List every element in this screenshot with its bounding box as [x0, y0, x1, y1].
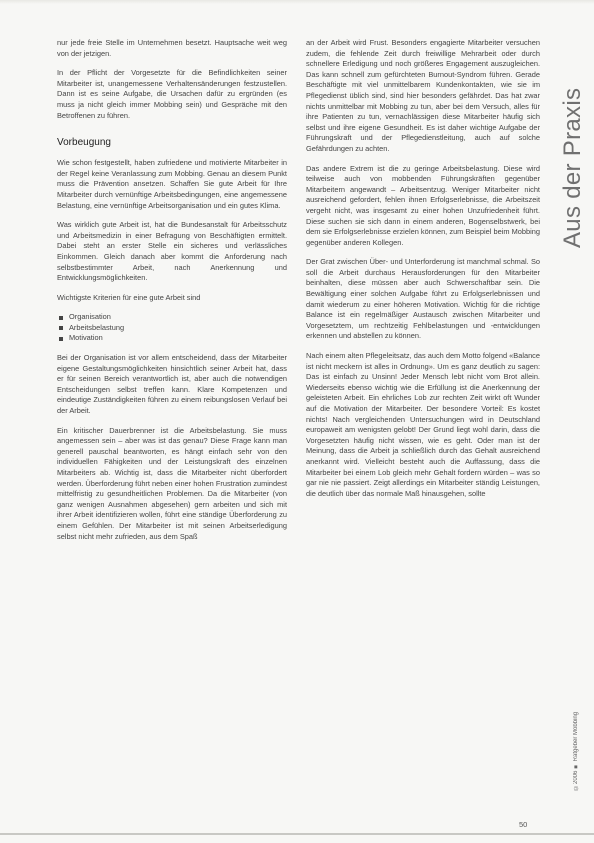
page-number: 50: [519, 820, 528, 829]
list-item: Motivation: [57, 333, 287, 344]
criteria-list: [57, 312, 287, 344]
right-paragraph-1: an der Arbeit wird Frust. Besonders engagierte Mitarbeiter versuchen zudem, die fehlende Zeit durch freiwillige Mehrarbeit oder durch schnellere Erledigung und noch größeres Engagement auszugleichen. Das kann schnell zum gefürchteten Burnout-Syndrom führen. Gerade Beschäftigte mit viel unmittelbarem Kundenkontakten, wie sie im Pflegedienst üblich sind, sind hier besonders gefährdet. Das hat zwar nichts unmittelbar mit Mobbing zu tun, aber bei dem Versuch, alles für ihre Patienten zu tun, vernachlässigen diese Mitarbeiter häufig sich selbst und ihre eigene Gesundheit. Es ist daher wichtige Aufgabe der Führungskraft und der Pflegedienstleitung, auch auf solche Gefährdungen zu achten.: [306, 38, 540, 153]
right-paragraph-3: Der Grat zwischen Über- und Unterforderung ist manchmal schmal. So soll die Arbeit durchaus Herausforderungen für den Mitarbeiter beinhalten, diese müssen aber auch Schwerschaftbar sein. Die Bewältigung einer solchen Aufgabe führt zu Erfolgserlebnissen und damit wiederum zu einer höheren Motivation. Wichtig für die richtige Balance ist ein regelmäßiger Austausch zwischen Mitarbeiter und Vorgesetztem, um rechtzeitig Fehlbelastungen und -entwicklungen erkennen und abstellen zu können.: [306, 257, 540, 341]
left-paragraph-6: Bei der Organisation ist vor allem entscheidend, dass der Mitarbeiter eigene Gestaltungsmöglichkeiten hinsichtlich seiner Arbeit hat, dass er für seinen Bereich verantwortlich ist, aber auch die notwendigen Entscheidungen selbst treffen kann. Klare Kompetenzen und eindeutige Zuständigkeiten führen zu einem reibungslosen Verlauf bei der Arbeit.: [57, 353, 287, 416]
left-paragraph-1: nur jede freie Stelle im Unternehmen besetzt. Hauptsache weit weg von der jetzigen.: [57, 38, 287, 58]
left-column: [57, 38, 287, 551]
left-paragraph-3: Wie schon festgestellt, haben zufriedene und motivierte Mitarbeiter in der Regel keine Veranlassung zum Mobbing. Genau an diesem Punkt muss die Prävention ansetzen. Schaffen Sie gute Arbeit für Ihre Mitarbeiter durch vernünftige Arbeitsbedingungen, eine angemessene Belastung, eine vernünftige Arbeitsorganisation und ein gutes Klima.: [57, 158, 287, 210]
right-column: [306, 38, 540, 508]
left-paragraph-7: Ein kritischer Dauerbrenner ist die Arbeitsbelastung. Sie muss angemessen sein – aber was ist das genau? Diese Frage kann man generell pauschal beantworten, es hängt einfach sehr von den individuellen Fähigkeiten und der Leistungskraft des einzelnen Mitarbeiters ab. Wichtig ist, dass die Mitarbeiter nicht überfordert werden. Überforderung führt neben einer hohen Frustration zumindest mittelfristig zu gesundheitlichen Problemen. Da die Mitarbeiter (von ganz wenigen Ausnahmen abgesehen) gern arbeiten und sich mit ihrer Arbeit identifizieren wollen, führt eine ständige Überforderung zu einem Gefühlen. Der Mitarbeiter ist mit seinen Arbeitserledigung selbst nicht mehr zufrieden, aus dem Spaß: [57, 425, 287, 541]
list-item: Organisation: [57, 312, 287, 323]
section-heading: Vorbeugung: [57, 137, 111, 149]
page-bottom-edge: [0, 833, 594, 835]
section-side-title: Aus der Praxis: [559, 87, 586, 248]
page-top-edge: [0, 0, 594, 4]
left-paragraph-5: Wichtigste Kriterien für eine gute Arbeit sind: [57, 292, 201, 302]
left-paragraph-2: In der Pflicht der Vorgesetzte für die Befindlichkeiten seiner Mitarbeiter ist, unangemessene Verhaltensänderungen festzustellen. Dann ist es seine Aufgabe, die Ursachen dafür zu ergründen (es muss ja nicht gleich immer Mobbing sein) und Gespräche mit den Betroffenen zu führen.: [57, 68, 287, 120]
list-item: Arbeitsbelastung: [57, 323, 287, 334]
left-paragraph-4: Was wirklich gute Arbeit ist, hat die Bundesanstalt für Arbeitsschutz und Arbeitsmedizin in einer Befragung von Beschäftigten ermittelt. Dabei steht an erster Stelle ein sicheres und verlässliches Einkommen. Gleich danach aber kommt die Anforderung nach selbstbestimmter Arbeit, nach Anerkennung und Entwicklungsmöglichkeiten.: [57, 220, 287, 283]
right-paragraph-4: Nach einem alten Pflegeleitsatz, das auch dem Motto folgend «Balance ist nicht meckern ist alles in Ordnung». Um es ganz deutlich zu sagen: Das ist einfach zu Unsinn! Jeder Mensch lebt nicht vom Brot allein. Wiederseits ebenso wichtig wie die Erfüllung ist die Anerkennung der geleisteten Arbeit. Ein ehrliches Lob zur rechten Zeit wirkt oft Wunder auf die Motivation der Mitarbeiter. Der besondere Vorteil: Es kostet nichts! Nach vergleichenden Untersuchungen wird in Deutschland europaweit am wenigsten gelobt! Der Grund liegt wohl darin, dass die Vorgesetzten häufig nicht wissen, wie es geht. Oder man ist der Meinung, dass die Arbeit ja schließlich durch das Gehalt ausreichend anerkannt wird. Vielleicht besteht auch die Auffassung, dass die Mitarbeiter bei einem Lob gleich mehr Gehalt fordern würden – was so gar nie nie passiert. Zeigt allerdings ein Mitarbeiter ständig Leistungen, die deutlich über das normale Maß hinausgehen, sollte: [306, 351, 540, 498]
right-paragraph-2: Das andere Extrem ist die zu geringe Arbeitsbelastung. Diese wird teilweise auch von mobbenden Führungskräften gegenüber Mitarbeitern angewandt – Arbeitsentzug. Weniger Mitarbeiter nicht ausreichend gefordert, fehlen ihnen Erfolgserlebnisse, die Arbeitszeit vergeht nicht, was insgesamt zu einer hohen Unzufriedenheit führt. Diese suchen sie sich dann in einem anderen, Bogenselbstwerk, bei dem sie Erfolgserlebnisse erzielen können, zum Beispiel beim Mobbing gegenüber anderen Kollegen.: [306, 163, 540, 247]
side-footer-credit: ©2006 ■ Ratgeber Mobbing: [573, 711, 579, 790]
